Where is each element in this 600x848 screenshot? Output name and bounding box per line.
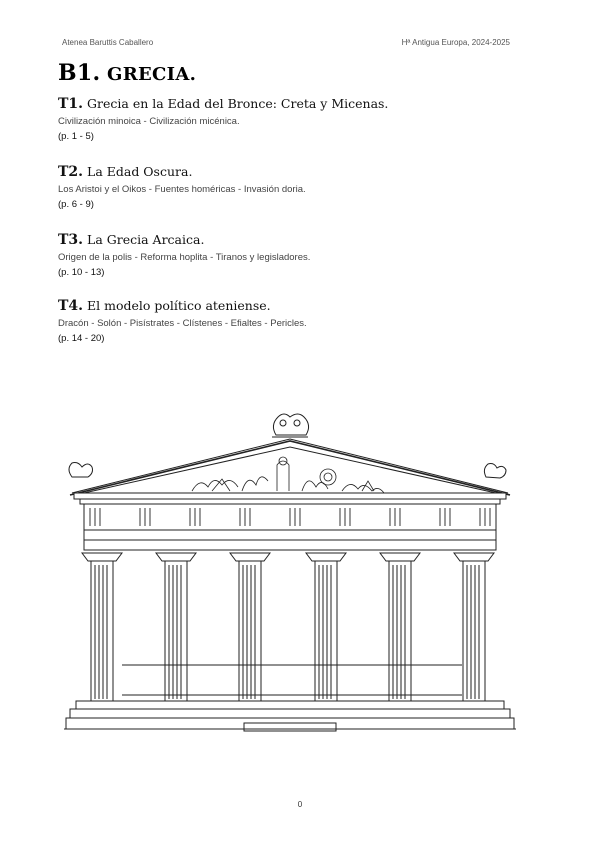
header-author: Atenea Baruttis Caballero (62, 38, 154, 47)
topic-1 (58, 96, 538, 143)
topic-code: T1. (58, 96, 84, 112)
topic-pages: (p. 1 - 5) (58, 131, 94, 142)
topic-pages: (p. 6 - 9) (58, 199, 94, 210)
topic-items: Dracón - Solón - Pisístrates - Clístenes - Efialtes - Pericles. (58, 318, 307, 329)
greek-temple-icon (62, 405, 517, 750)
topic-4 (58, 298, 538, 345)
page-number: 0 (297, 800, 303, 809)
topic-title (58, 164, 538, 180)
block-name: GRECIA. (107, 64, 197, 85)
topic-2 (58, 164, 538, 211)
topic-title (58, 232, 538, 248)
topic-title (58, 298, 538, 314)
topic-items: Los Aristoi y el Oikos - Fuentes homéricas - Invasión doria. (58, 184, 306, 195)
block-title (58, 60, 196, 86)
topic-title (58, 96, 538, 112)
topic-name: Grecia en la Edad del Bronce: Creta y Micenas. (87, 96, 389, 111)
topic-name: La Edad Oscura. (87, 164, 193, 179)
topic-name: El modelo político ateniense. (87, 298, 271, 313)
topic-code: T2. (58, 164, 84, 180)
block-code: B1. (58, 60, 101, 86)
topic-name: La Grecia Arcaica. (87, 232, 205, 247)
topic-code: T3. (58, 232, 84, 248)
topic-pages: (p. 10 - 13) (58, 267, 105, 278)
topic-items: Origen de la polis - Reforma hoplita - Tiranos y legisladores. (58, 252, 311, 263)
header-course: Hª Antigua Europa, 2024-2025 (401, 38, 510, 47)
topic-items: Civilización minoica - Civilización micénica. (58, 116, 240, 127)
topic-code: T4. (58, 298, 84, 314)
topic-pages: (p. 14 - 20) (58, 333, 105, 344)
topic-3 (58, 232, 538, 279)
